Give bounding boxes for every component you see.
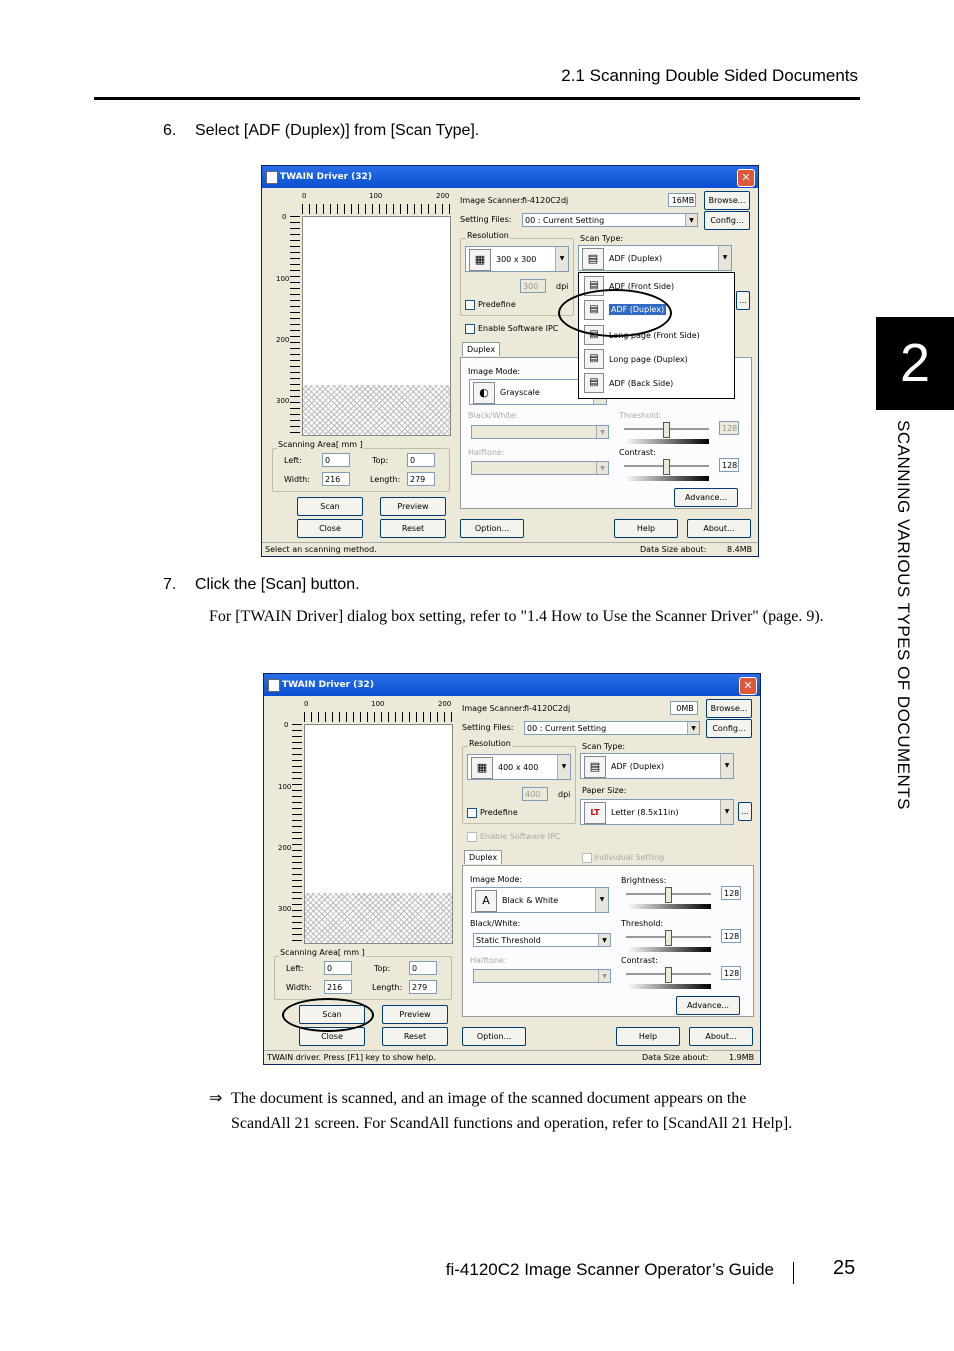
length-field[interactable]: 279: [409, 980, 437, 994]
help-button[interactable]: Help: [616, 1027, 680, 1046]
twain-dialog-1: [261, 165, 759, 557]
top-field[interactable]: 0: [407, 453, 435, 467]
preview-area[interactable]: [302, 216, 451, 436]
brightness-field[interactable]: 128: [721, 886, 741, 900]
grayscale-icon: ◐: [473, 382, 495, 404]
scan-type-label: Scan Type:: [582, 742, 626, 751]
chevron-down-icon: ▼: [685, 214, 697, 226]
image-scanner-label: Image Scanner:: [462, 704, 525, 713]
out-of-range-area: [303, 385, 450, 435]
header-rule: [94, 97, 860, 100]
image-mode-select[interactable]: [471, 887, 609, 913]
setting-files-value: 00 : Current Setting: [527, 724, 607, 733]
brightness-label: Brightness:: [621, 876, 667, 885]
scan-button[interactable]: Scan: [297, 497, 363, 516]
length-field[interactable]: 279: [407, 472, 435, 486]
option-button[interactable]: Option...: [460, 519, 524, 538]
image-mode-label: Image Mode:: [470, 875, 523, 884]
individual-setting-label: Individual Setting: [594, 853, 665, 862]
dialog-title: TWAIN Driver (32): [280, 172, 372, 182]
width-label: Width:: [284, 475, 310, 484]
step-6-number: 6.: [163, 122, 177, 139]
resolution-label: Resolution: [469, 739, 511, 748]
chevron-down-icon: ▼: [555, 247, 568, 271]
enable-ipc-label: Enable Software IPC: [480, 832, 561, 841]
result-line-1: The document is scanned, and an image of the scanned document appears on the: [231, 1090, 747, 1107]
highlight-ring: [558, 289, 672, 337]
reset-button[interactable]: Reset: [382, 1027, 448, 1046]
result-line-2: ScandAll 21 screen. For ScandAll functions and operation, refer to [ScandAll 21 Help].: [231, 1115, 793, 1132]
vertical-ruler: [292, 724, 302, 944]
reset-button[interactable]: Reset: [380, 519, 446, 538]
ruler-label: 0: [284, 721, 289, 729]
paper-size-value: Letter (8.5x11in): [611, 808, 679, 817]
length-label: Length:: [372, 983, 403, 992]
contrast-label: Contrast:: [621, 956, 658, 965]
close-icon[interactable]: ✕: [737, 169, 755, 187]
image-mode-label: Image Mode:: [468, 367, 521, 376]
result-arrow: ⇒: [209, 1090, 223, 1107]
top-label: Top:: [374, 964, 391, 973]
footer-title: fi-4120C2 Image Scanner Operator’s Guide: [445, 1260, 774, 1279]
resolution-select[interactable]: [467, 754, 571, 780]
resolution-value: 300 x 300: [496, 255, 537, 264]
browse-button[interactable]: Browse...: [706, 699, 752, 718]
top-field[interactable]: 0: [409, 961, 437, 975]
left-label: Left:: [286, 964, 304, 973]
document-icon: ▤: [584, 756, 606, 778]
contrast-slider[interactable]: [624, 457, 709, 477]
out-of-range-area: [305, 893, 452, 943]
chapter-title: SCANNING VARIOUS TYPES OF DOCUMENTS: [894, 420, 913, 810]
option-button[interactable]: Option...: [462, 1027, 526, 1046]
length-label: Length:: [370, 475, 401, 484]
dialog-title: TWAIN Driver (32): [282, 680, 374, 690]
dialog-titlebar: [264, 674, 760, 696]
scanning-area-label: Scanning Area[ mm ]: [280, 948, 365, 957]
threshold-field[interactable]: 128: [719, 421, 739, 435]
ruler-label: 200: [436, 192, 450, 200]
image-mode-value: Black & White: [502, 896, 559, 905]
predefine-checkbox[interactable]: [467, 808, 477, 818]
horizontal-ruler: [302, 204, 450, 214]
top-label: Top:: [372, 456, 389, 465]
chevron-down-icon: ▼: [720, 754, 733, 778]
paper-size-select[interactable]: [580, 799, 734, 825]
document-icon: ▤: [584, 349, 604, 369]
config-button[interactable]: Config...: [706, 719, 752, 738]
scanner-icon: [268, 679, 280, 692]
running-header: 2.1 Scanning Double Sided Documents: [561, 66, 858, 85]
chevron-down-icon: ▼: [557, 755, 570, 779]
ruler-label: 0: [304, 700, 309, 708]
width-field[interactable]: 216: [324, 980, 352, 994]
enable-ipc-checkbox[interactable]: [465, 324, 475, 334]
close-button[interactable]: Close: [299, 1027, 365, 1046]
memory-field: 16MB: [668, 193, 696, 207]
left-field[interactable]: 0: [322, 453, 350, 467]
ruler-label: 200: [276, 336, 290, 344]
ruler-label: 0: [282, 213, 287, 221]
preview-button[interactable]: Preview: [382, 1005, 448, 1024]
bw-label: Black/White:: [470, 919, 521, 928]
document-icon: ▤: [582, 248, 604, 270]
enable-ipc-label: Enable Software IPC: [478, 324, 559, 333]
memory-field: 0MB: [670, 701, 698, 715]
contrast-field[interactable]: 128: [721, 966, 741, 980]
contrast-slider[interactable]: [626, 965, 711, 985]
chevron-down-icon: ▼: [596, 426, 608, 438]
paper-size-label: Paper Size:: [582, 786, 627, 795]
predefine-label: Predefine: [480, 808, 518, 817]
horizontal-ruler: [304, 712, 452, 722]
scan-type-value: ADF (Duplex): [609, 254, 663, 263]
help-button[interactable]: Help: [614, 519, 678, 538]
document-icon: ▤: [584, 325, 604, 345]
enable-ipc-checkbox[interactable]: [467, 832, 477, 842]
document-icon: ▤: [584, 300, 604, 320]
setting-files-select[interactable]: [524, 721, 700, 735]
about-button[interactable]: About...: [689, 1027, 753, 1046]
data-size-label: Data Size about:: [640, 545, 707, 554]
halftone-select[interactable]: [471, 461, 609, 475]
chapter-number: 2: [876, 317, 954, 410]
setting-files-value: 00 : Current Setting: [525, 216, 605, 225]
width-field[interactable]: 216: [322, 472, 350, 486]
scan-type-label: Scan Type:: [580, 234, 624, 243]
bw-label: Black/White:: [468, 411, 519, 420]
resolution-icon: ▦: [471, 757, 493, 779]
twain-dialog-2: [263, 673, 761, 1065]
dropdown-item-adf-back[interactable]: ▤ ADF (Back Side): [581, 372, 732, 394]
footer-divider: [793, 1262, 794, 1284]
browse-button[interactable]: Browse...: [704, 191, 750, 210]
dialog-titlebar: [262, 166, 758, 188]
brightness-slider[interactable]: [626, 885, 711, 905]
document-icon: ▤: [584, 373, 604, 393]
setting-files-label: Setting Files:: [462, 723, 514, 732]
more-button[interactable]: ...: [738, 802, 752, 821]
threshold-label: Threshold:: [619, 411, 662, 420]
dropdown-item-long-duplex[interactable]: ▤ Long page (Duplex): [581, 348, 732, 370]
image-scanner-value: fi-4120C2dj: [522, 196, 569, 205]
halftone-label: Halftone:: [470, 956, 507, 965]
advance-button[interactable]: Advance...: [676, 996, 740, 1015]
chevron-down-icon: ▼: [718, 246, 731, 270]
dpi-field[interactable]: 400: [522, 787, 548, 801]
letter-icon: LT: [584, 802, 606, 824]
ruler-label: 100: [369, 192, 383, 200]
status-bar: [264, 1050, 760, 1064]
image-mode-value: Grayscale: [500, 388, 540, 397]
resolution-select[interactable]: [465, 246, 569, 272]
chevron-down-icon: ▼: [720, 800, 733, 824]
threshold-label: Threshold:: [621, 919, 664, 928]
step-7-text: Click the [Scan] button.: [195, 576, 360, 593]
vertical-ruler: [290, 216, 300, 436]
scan-type-select[interactable]: [578, 245, 732, 271]
ruler-label: 300: [278, 905, 292, 913]
dropdown-item-long-front[interactable]: ▤ Long page (Front Side): [581, 324, 732, 346]
bw-select[interactable]: [473, 933, 611, 947]
ruler-label: 0: [302, 192, 307, 200]
chevron-down-icon: ▼: [598, 970, 610, 982]
ruler-label: 100: [278, 783, 292, 791]
about-button[interactable]: About...: [687, 519, 751, 538]
contrast-field[interactable]: 128: [719, 458, 739, 472]
image-scanner-label: Image Scanner:: [460, 196, 523, 205]
predefine-checkbox[interactable]: [465, 300, 475, 310]
left-field[interactable]: 0: [324, 961, 352, 975]
close-icon[interactable]: ✕: [739, 677, 757, 695]
dropdown-item-adf-front[interactable]: ▤ ADF (Front Side): [581, 275, 732, 297]
bw-value: Static Threshold: [476, 936, 541, 945]
halftone-label: Halftone:: [468, 448, 505, 457]
width-label: Width:: [286, 983, 312, 992]
scan-type-value: ADF (Duplex): [611, 762, 665, 771]
dpi-unit: dpi: [556, 282, 569, 291]
data-size-value: 8.4MB: [727, 545, 753, 554]
data-size-label: Data Size about:: [642, 1053, 709, 1062]
bw-select[interactable]: [471, 425, 609, 439]
resolution-value: 400 x 400: [498, 763, 539, 772]
status-bar: [262, 542, 758, 556]
more-button[interactable]: ...: [736, 291, 750, 310]
document-icon: ▤: [584, 276, 604, 296]
black-white-icon: A: [475, 890, 497, 912]
step-7-note: For [TWAIN Driver] dialog box setting, refer to "1.4 How to Use the Scanner Driver" (page. 9).: [209, 608, 824, 625]
page-number: 25: [833, 1257, 856, 1279]
contrast-label: Contrast:: [619, 448, 656, 457]
config-button[interactable]: Config...: [704, 211, 750, 230]
scan-type-select[interactable]: [580, 753, 734, 779]
setting-files-label: Setting Files:: [460, 215, 512, 224]
chevron-down-icon: ▼: [595, 888, 608, 912]
dpi-field[interactable]: 300: [520, 279, 546, 293]
close-button[interactable]: Close: [297, 519, 363, 538]
status-text: Select an scanning method.: [265, 545, 377, 554]
threshold-slider[interactable]: [624, 420, 709, 440]
ruler-label: 200: [278, 844, 292, 852]
setting-files-select[interactable]: [522, 213, 698, 227]
left-label: Left:: [284, 456, 302, 465]
resolution-label: Resolution: [467, 231, 509, 240]
dropdown-item-adf-duplex[interactable]: ▤ ADF (Duplex): [581, 299, 732, 321]
chevron-down-icon: ▼: [596, 462, 608, 474]
advance-button[interactable]: Advance...: [674, 488, 738, 507]
preview-area[interactable]: [304, 724, 453, 944]
chevron-down-icon: ▼: [687, 722, 699, 734]
resolution-icon: ▦: [469, 249, 491, 271]
scan-button[interactable]: Scan: [299, 1005, 365, 1024]
preview-button[interactable]: Preview: [380, 497, 446, 516]
dpi-unit: dpi: [558, 790, 571, 799]
ruler-label: 100: [276, 275, 290, 283]
threshold-slider[interactable]: [626, 928, 711, 948]
halftone-select[interactable]: [473, 969, 611, 983]
individual-setting-checkbox[interactable]: [582, 853, 592, 863]
image-scanner-value: fi-4120C2dj: [524, 704, 571, 713]
chevron-down-icon: ▼: [598, 934, 610, 946]
scanner-icon: [266, 171, 278, 184]
status-text: TWAIN driver. Press [F1] key to show help.: [267, 1053, 436, 1062]
step-7-number: 7.: [163, 576, 177, 593]
highlight-ring: [282, 998, 374, 1032]
ruler-label: 100: [371, 700, 385, 708]
data-size-value: 1.9MB: [729, 1053, 755, 1062]
threshold-field[interactable]: 128: [721, 929, 741, 943]
ruler-label: 300: [276, 397, 290, 405]
scanning-area-label: Scanning Area[ mm ]: [278, 440, 363, 449]
step-6-text: Select [ADF (Duplex)] from [Scan Type].: [195, 122, 480, 139]
tab-duplex[interactable]: Duplex: [464, 850, 502, 864]
ruler-label: 200: [438, 700, 452, 708]
tab-duplex[interactable]: Duplex: [462, 342, 500, 356]
predefine-label: Predefine: [478, 300, 516, 309]
